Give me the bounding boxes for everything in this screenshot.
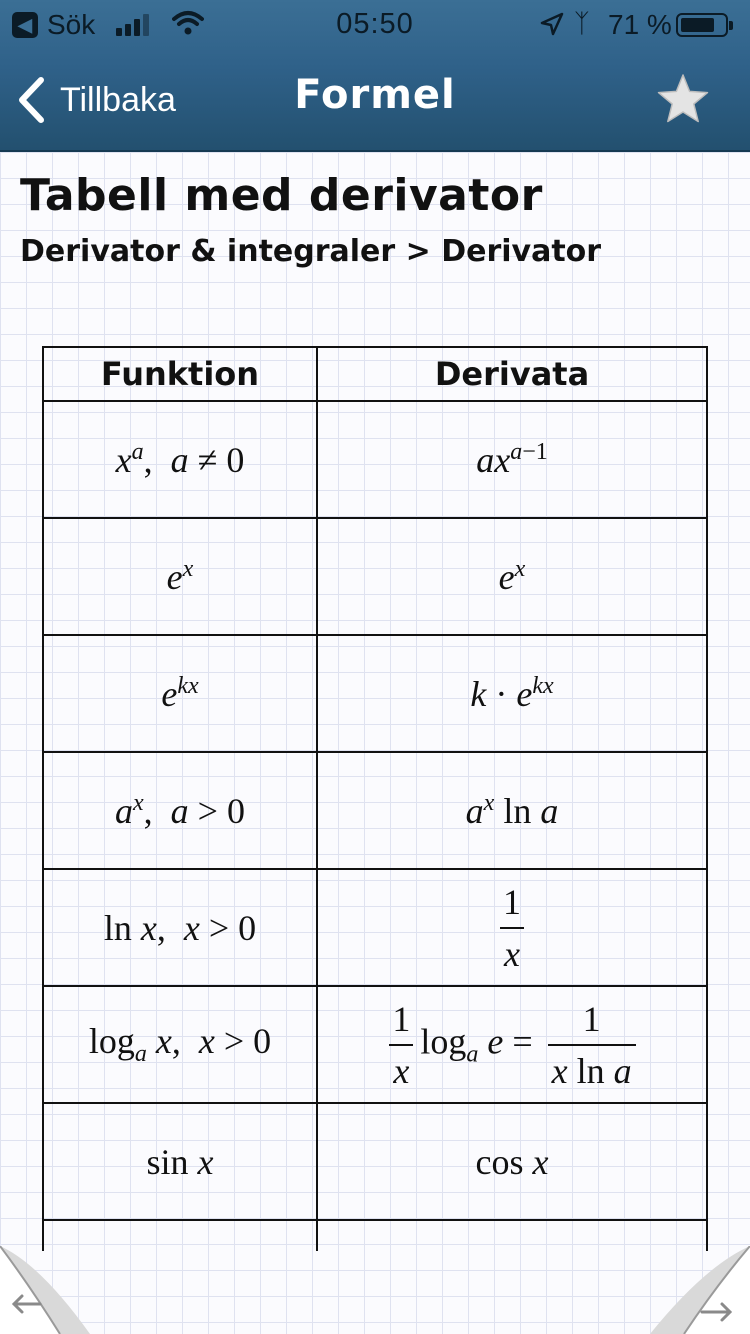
- breadcrumb: Derivator & integraler > Derivator: [20, 234, 602, 269]
- navigation-bar: [0, 0, 750, 152]
- function-cell: $e^x$: [43, 518, 317, 635]
- status-time: 05:50: [336, 8, 414, 40]
- next-page-curl[interactable]: [650, 1246, 750, 1334]
- function-cell: $\log_a x$, x > 0: [43, 986, 317, 1103]
- back-button-label: Tillbaka: [60, 80, 176, 119]
- table-row: [43, 635, 707, 752]
- derivative-cell: $\frac{1}{x}$: [317, 869, 707, 986]
- derivative-cell: $k \cdot e^{kx}$: [317, 635, 707, 752]
- location-arrow-icon: [540, 12, 564, 36]
- derivative-cell: $ax^{a-1}$: [317, 401, 707, 518]
- status-bar: [0, 0, 750, 50]
- table-row: [43, 401, 707, 518]
- function-cell: sin x: [43, 1103, 317, 1220]
- derivative-cell: $e^x$: [317, 518, 707, 635]
- table-row: [43, 869, 707, 986]
- battery-percentage: 71 %: [608, 9, 672, 40]
- table-row: [43, 1103, 707, 1220]
- favorite-star-icon[interactable]: [655, 72, 711, 126]
- derivative-cell: [317, 1220, 707, 1251]
- derivative-cell: $\frac{1}{x}$ $\log_a e$ = $\frac{1}{\text{x ln a}}$: [317, 986, 707, 1103]
- table-row: [43, 986, 707, 1103]
- table-header-row: [43, 347, 707, 401]
- table-row: [43, 518, 707, 635]
- table-row: [43, 752, 707, 869]
- derivative-cell: $a^x$ ln a: [317, 752, 707, 869]
- back-to-app-icon[interactable]: ◀: [12, 12, 38, 38]
- header-funktion: Funktion: [43, 347, 317, 401]
- derivative-cell: cos x: [317, 1103, 707, 1220]
- function-cell: ln x, x > 0: [43, 869, 317, 986]
- function-cell: $x^a$, a ≠ 0: [43, 401, 317, 518]
- table-row: [43, 1220, 707, 1251]
- previous-page-curl[interactable]: [0, 1246, 90, 1334]
- carrier-label[interactable]: Sök: [47, 9, 96, 40]
- nav-title: Formel: [294, 72, 456, 118]
- derivative-table: [42, 346, 708, 1251]
- battery-icon: [676, 13, 728, 37]
- header-derivata: Derivata: [317, 347, 707, 401]
- bluetooth-icon: ᛉ: [574, 8, 590, 38]
- page-title: Tabell med derivator: [20, 170, 543, 221]
- function-cell: $e^{kx}$: [43, 635, 317, 752]
- function-cell: $a^x$, a > 0: [43, 752, 317, 869]
